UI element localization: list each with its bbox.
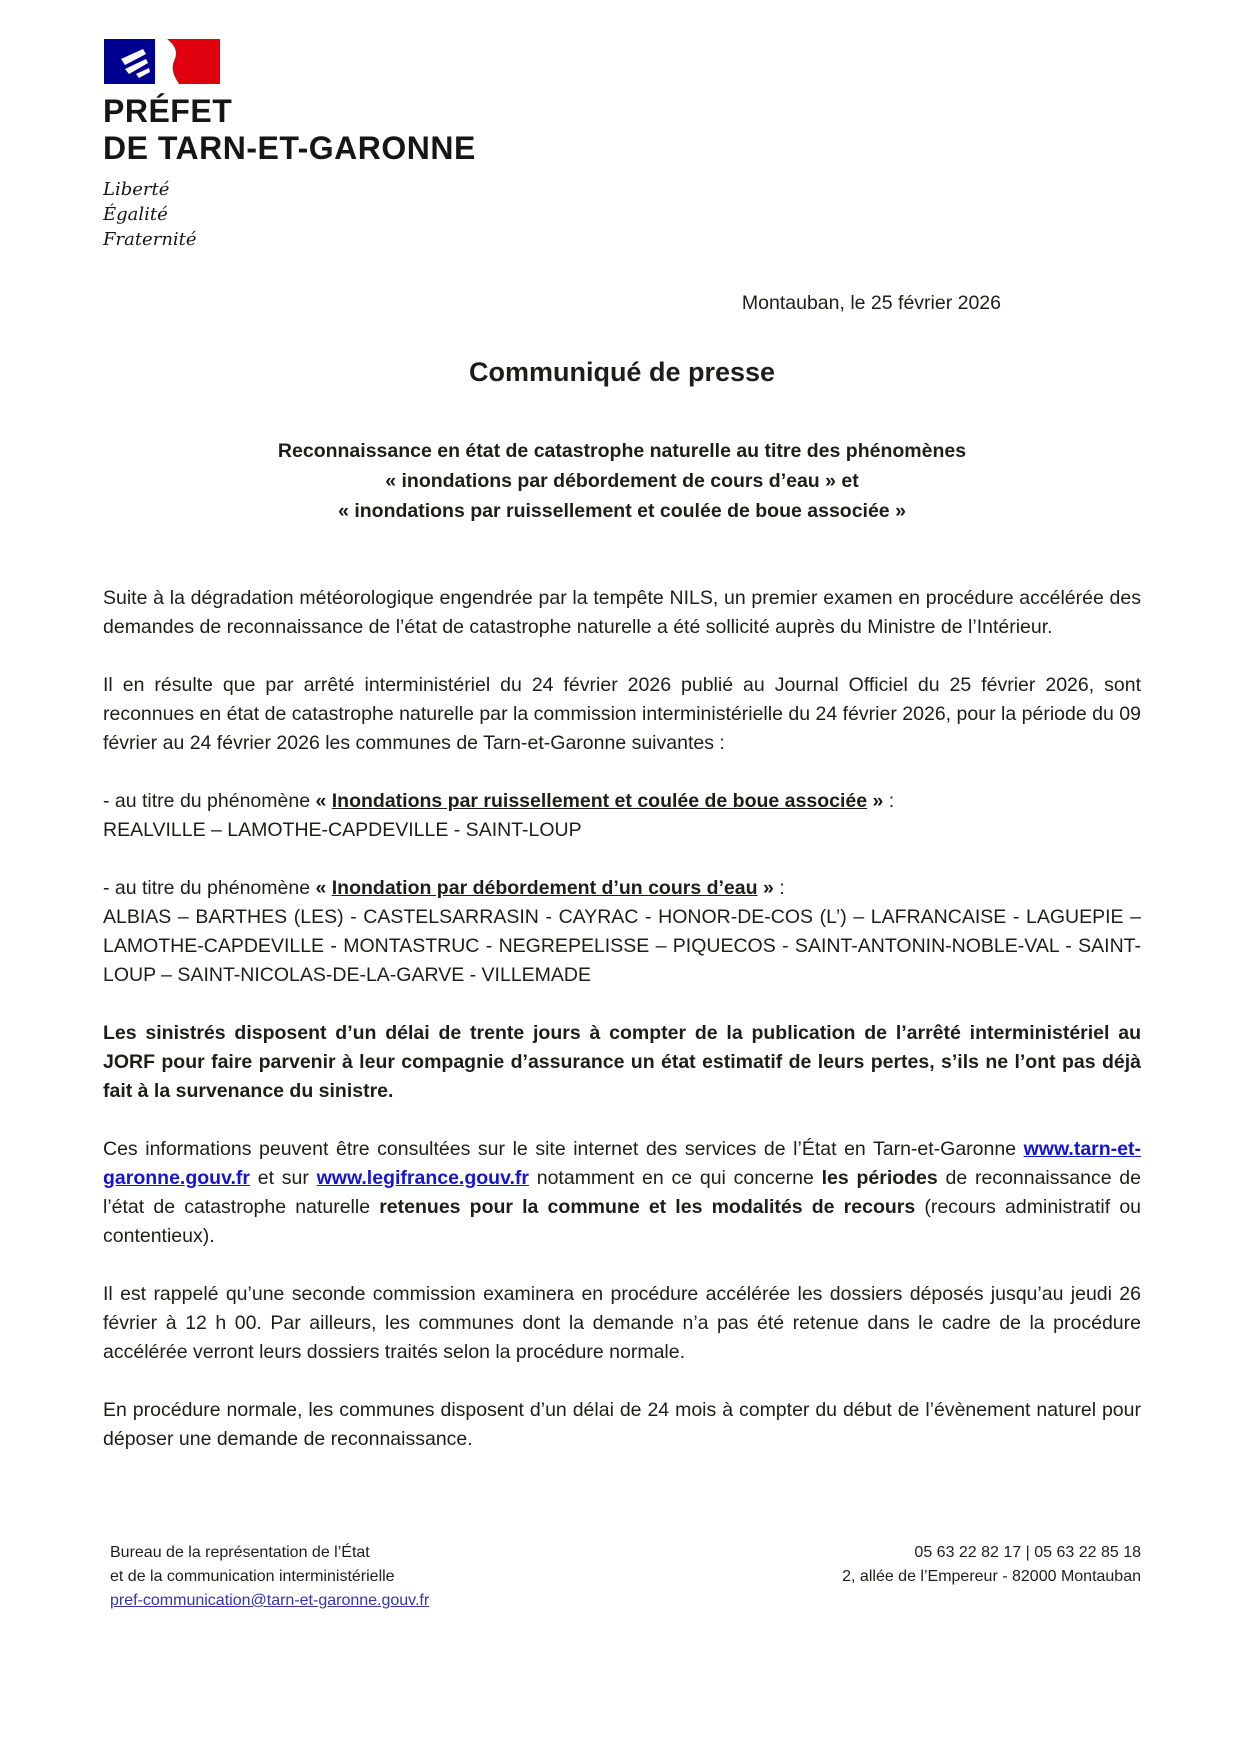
- text-segment: ALBIAS – BARTHES (LES) - CASTELSARRASIN - CAYRAC - HONOR-DE-COS (L’) – LAFRANCAISE - LAGUEPIE – LAMOTHE-CAPDEVILLE - MONTASTRUC - NEGREPELISSE – PIQUECOS - SAINT-ANTONIN-NOBLE-VAL - SAINT-LOUP – SAINT-NICOLAS-DE-LA-GARVE - VILLEMADE: [103, 906, 1141, 986]
- text-segment: «: [315, 790, 332, 812]
- footer-email-link[interactable]: pref-communication@tarn-et-garonne.gouv.fr: [110, 1592, 430, 1609]
- document-title: Communiqué de presse: [468, 357, 776, 387]
- footer-office-block: [110, 1541, 429, 1613]
- paragraph-p1: [103, 584, 1141, 642]
- footer-office-line1: Bureau de la représentation de l’État: [110, 1544, 370, 1561]
- text-segment: les périodes: [821, 1167, 938, 1189]
- paragraph-p7: [103, 1280, 1141, 1367]
- dateline: Montauban, le 25 février 2026: [741, 292, 1001, 314]
- text-segment: (recours administratif ou contentieux).: [103, 1196, 1142, 1247]
- text-segment: En procédure normale, les communes disposent d’un délai de 24 mois à compter du début de l’évènement naturel pour déposer une demande de reconnaissance.: [103, 1399, 1141, 1450]
- text-segment: de reconnaissance de l’état de catastrophe naturelle: [103, 1167, 1141, 1218]
- motto-liberte: Liberté: [103, 179, 170, 200]
- paragraph-p5: [103, 1019, 1141, 1106]
- text-segment: REALVILLE – LAMOTHE-CAPDEVILLE - SAINT-LOUP: [103, 819, 582, 841]
- text-segment: Suite à la dégradation météorologique engendrée par la tempête NILS, un premier examen en procédure accélérée des demandes de reconnaissance de l’état de catastrophe naturelle a été sollicité auprès du Ministre de l’Intérieur.: [103, 587, 1141, 638]
- french-flag-marianne-icon: [103, 38, 221, 85]
- tarn-et-garonne-link[interactable]: www.tarn-et-garonne.gouv.fr: [103, 1138, 1141, 1189]
- paragraph-p6: [103, 1135, 1141, 1251]
- text-segment: retenues pour la commune et les modalités de recours: [379, 1196, 916, 1218]
- text-segment: Inondations par ruissellement et coulée de boue associée: [331, 790, 868, 812]
- text-segment: Ces informations peuvent être consultées sur le site internet des services de l’État en Tarn-et-Garonne: [103, 1138, 1024, 1160]
- motto-egalite: Égalité: [103, 204, 168, 225]
- text-segment: :: [883, 790, 895, 812]
- paragraph-p4-communes: [103, 903, 1141, 990]
- footer-address: 2, allée de l’Empereur - 82000 Montauban: [842, 1568, 1141, 1585]
- text-segment: :: [773, 877, 785, 899]
- paragraph-p3-phenomene: [103, 787, 1141, 816]
- text-segment: et sur: [249, 1167, 317, 1189]
- legifrance-link[interactable]: www.legifrance.gouv.fr: [316, 1167, 529, 1189]
- institution-name-line2: DE TARN-ET-GARONNE: [103, 130, 476, 166]
- subtitle-line-2: « inondations par débordement de cours d’eau » et: [385, 470, 859, 492]
- text-segment: »: [867, 790, 884, 812]
- footer-office-line2: et de la communication interministérielle: [110, 1568, 395, 1585]
- institution-name-line1: PRÉFET: [103, 93, 233, 129]
- subtitle-line-1: Reconnaissance en état de catastrophe naturelle au titre des phénomènes: [277, 440, 967, 462]
- text-segment: Les sinistrés disposent d’un délai de trente jours à compter de la publication de l’arrêté interministériel au JORF pour faire parvenir à leur compagnie d’assurance un état estimatif de leurs pertes, s’ils ne l’ont pas déjà fait à la survenance du sinistre.: [103, 1022, 1141, 1102]
- paragraph-p8: [103, 1396, 1141, 1454]
- footer-contact-block: [842, 1541, 1141, 1613]
- motto-fraternite: Fraternité: [103, 229, 197, 250]
- republic-motto: [103, 177, 1141, 252]
- footer-phone-numbers: 05 63 22 82 17 | 05 63 22 85 18: [914, 1544, 1141, 1561]
- footer: [110, 1541, 1141, 1613]
- body-text: [103, 584, 1141, 1454]
- text-segment: - au titre du phénomène: [103, 790, 316, 812]
- text-segment: «: [315, 877, 332, 899]
- text-segment: notamment en ce qui concerne: [528, 1167, 822, 1189]
- text-segment: Il est rappelé qu’une seconde commission examinera en procédure accélérée les dossiers déposés jusqu’au jeudi 26 février à 12 h 00. Par ailleurs, les communes dont la demande n’a pas été retenue dans le cadre de la procédure accélérée verront leurs dossiers traités selon la procédure normale.: [103, 1283, 1141, 1363]
- gov-logo: [103, 38, 1141, 252]
- subtitle-line-3: « inondations par ruissellement et coulée de boue associée »: [338, 500, 906, 522]
- text-segment: Il en résulte que par arrêté interministériel du 24 février 2026 publié au Journal Officiel du 25 février 2026, sont reconnues en état de catastrophe naturelle par la commission interministérielle du 24 février 2026, pour la période du 09 février au 24 février 2026 les communes de Tarn-et-Garonne suivantes :: [103, 674, 1141, 754]
- paragraph-p2: [103, 671, 1141, 758]
- document-subtitle: [103, 436, 1141, 526]
- paragraph-p3-communes: [103, 816, 1141, 845]
- text-segment: - au titre du phénomène: [103, 877, 316, 899]
- paragraph-p4-phenomene: [103, 874, 1141, 903]
- text-segment: »: [757, 877, 774, 899]
- text-segment: Inondation par débordement d’un cours d’eau: [331, 877, 758, 899]
